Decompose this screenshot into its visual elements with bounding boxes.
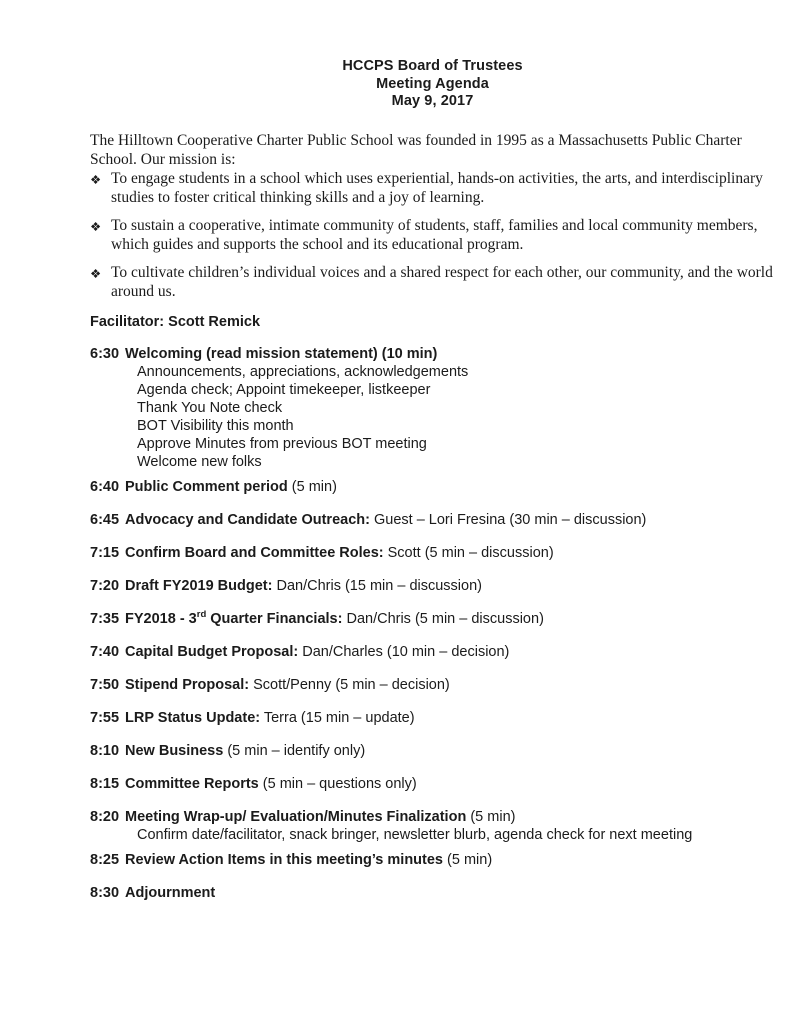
agenda-item-title: Adjournment — [125, 884, 216, 901]
facilitator-line: Facilitator: Scott Remick — [90, 313, 261, 330]
mission-bullet — [90, 169, 775, 207]
agenda-item — [90, 544, 775, 562]
agenda-item-title: Welcoming (read mission statement) (10 min) — [125, 345, 438, 362]
agenda-item — [90, 511, 775, 529]
agenda-item-title: Advocacy and Candidate Outreach: Guest – Lori Fresina (30 min – discussion) — [125, 511, 647, 528]
diamond-bullet-icon: ❖ — [90, 219, 102, 234]
agenda-item-title: Stipend Proposal: Scott/Penny (5 min – decision) — [125, 676, 450, 693]
agenda-item — [90, 709, 775, 727]
agenda-time: 7:20 — [90, 577, 120, 594]
agenda-item-title: New Business (5 min – identify only) — [125, 742, 366, 759]
agenda-subitem: Thank You Note check — [137, 399, 283, 416]
document-title — [90, 58, 775, 111]
agenda-time: 6:30 — [90, 345, 120, 362]
intro-paragraph: The Hilltown Cooperative Charter Public School was founded in 1995 as a Massachusetts Public Charter School. Our mission is: — [90, 131, 742, 168]
agenda-item-title: FY2018 - 3rd Quarter Financials: Dan/Chris (5 min – discussion) — [125, 608, 544, 627]
agenda-subitem: Confirm date/facilitator, snack bringer, newsletter blurb, agenda check for next meeting — [137, 826, 693, 843]
agenda-time: 6:45 — [90, 511, 120, 528]
agenda-item-title: Confirm Board and Committee Roles: Scott (5 min – discussion) — [125, 544, 554, 561]
agenda-item — [90, 478, 775, 496]
agenda-item — [90, 808, 775, 844]
agenda-subitem: Welcome new folks — [137, 453, 262, 470]
agenda-subitem: Announcements, appreciations, acknowledgements — [137, 363, 469, 380]
title-line-date: May 9, 2017 — [391, 93, 474, 109]
agenda-time: 8:15 — [90, 775, 120, 792]
agenda-time: 7:50 — [90, 676, 120, 693]
agenda-item — [90, 851, 775, 869]
agenda-body — [125, 808, 775, 844]
agenda-subitem: BOT Visibility this month — [137, 417, 294, 434]
agenda-item-title: Review Action Items in this meeting’s minutes (5 min) — [125, 851, 493, 868]
mission-bullet — [90, 216, 775, 254]
mission-bullet — [90, 263, 775, 301]
agenda-time: 7:15 — [90, 544, 120, 561]
agenda-time: 8:20 — [90, 808, 120, 825]
agenda-item-title: Meeting Wrap-up/ Evaluation/Minutes Finalization (5 min) — [125, 808, 516, 825]
agenda-time: 6:40 — [90, 478, 120, 495]
agenda-time: 8:10 — [90, 742, 120, 759]
agenda-item-title: Committee Reports (5 min – questions only) — [125, 775, 417, 792]
agenda-time: 7:35 — [90, 610, 120, 627]
agenda-item — [90, 676, 775, 694]
mission-bullet-text: To engage students in a school which uses experiential, hands-on activities, the arts, and interdisciplinary studies to foster critical thinking skills and a joy of learning. — [111, 169, 763, 206]
agenda-time: 8:25 — [90, 851, 120, 868]
intro-section — [90, 131, 775, 301]
diamond-bullet-icon: ❖ — [90, 266, 102, 281]
agenda-item — [90, 775, 775, 793]
agenda-item — [90, 643, 775, 661]
agenda-item-title: LRP Status Update: Terra (15 min – update) — [125, 709, 415, 726]
agenda-subitem: Approve Minutes from previous BOT meeting — [137, 435, 427, 452]
agenda-time: 8:30 — [90, 884, 120, 901]
mission-bullet-text: To cultivate children’s individual voices and a shared respect for each other, our community, and the world around us. — [111, 263, 773, 300]
ordinal-superscript: rd — [196, 608, 207, 620]
agenda-list — [90, 345, 775, 902]
diamond-bullet-icon: ❖ — [90, 172, 102, 187]
title-line-org: HCCPS Board of Trustees — [342, 58, 523, 74]
agenda-item — [90, 884, 775, 902]
title-line-doc-type: Meeting Agenda — [376, 75, 489, 92]
agenda-subitem: Agenda check; Appoint timekeeper, listkeeper — [137, 381, 431, 398]
mission-bullet-text: To sustain a cooperative, intimate community of students, staff, families and local community members, which guides and supports the school and its educational program. — [111, 216, 758, 253]
agenda-item-title: Capital Budget Proposal: Dan/Charles (10 min – decision) — [125, 643, 510, 660]
agenda-body — [125, 345, 775, 471]
agenda-item — [90, 610, 775, 628]
agenda-item — [90, 577, 775, 595]
agenda-item — [90, 345, 775, 471]
agenda-time: 7:55 — [90, 709, 120, 726]
agenda-time: 7:40 — [90, 643, 120, 660]
agenda-item-title: Public Comment period (5 min) — [125, 478, 337, 495]
agenda-item-title: Draft FY2019 Budget: Dan/Chris (15 min – discussion) — [125, 577, 482, 594]
agenda-item — [90, 742, 775, 760]
